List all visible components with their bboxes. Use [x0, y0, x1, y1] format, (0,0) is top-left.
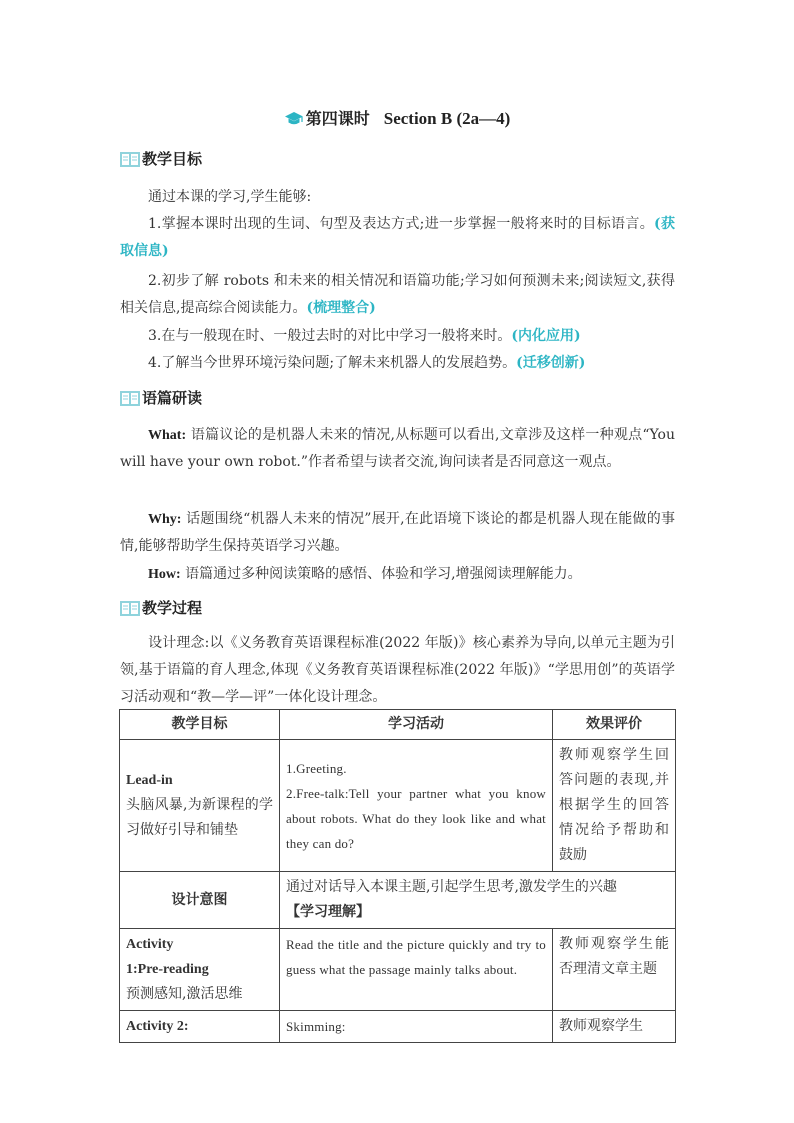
table-row [120, 872, 676, 929]
table-cell-eval: 教师观察学生回答问题的表现,并根据学生的回答情况给予帮助和鼓励 [553, 740, 676, 872]
table-cell-eval: 教师观察学生能否理清文章主题 [553, 929, 676, 1011]
book-icon [120, 599, 140, 616]
section-heading-label: 语篇研读 [142, 389, 203, 407]
book-icon [120, 150, 140, 167]
table-cell-activity: Skimming: [280, 1011, 553, 1043]
lesson-table [119, 709, 676, 1043]
table-header-row [120, 710, 676, 740]
table-cell-goal: Lead-in 头脑风暴,为新课程的学习做好引导和铺垫 [120, 740, 280, 872]
analysis-what: What: 语篇议论的是机器人未来的情况,从标题可以看出,文章涉及这样一种观点“You will have your own robot.”作者希望与读者交流,询问读者是否同意这一观点。 [120, 427, 675, 470]
objective-item: 4.了解当今世界环境污染问题;了解未来机器人的发展趋势。(迁移创新) [148, 355, 586, 371]
book-icon [120, 389, 140, 406]
table-header: 效果评价 [553, 710, 676, 740]
lesson-title-cn: 第四课时 [305, 109, 370, 128]
section-heading-objectives [120, 148, 202, 169]
section-heading-label: 教学过程 [142, 599, 203, 617]
table-cell-goal: Activity 2: [120, 1011, 280, 1043]
table-row [120, 929, 676, 1011]
table-row [120, 740, 676, 872]
section-heading-label: 教学目标 [142, 150, 203, 168]
objective-item: 1.掌握本课时出现的生词、句型及表达方式;进一步掌握一般将来时的目标语言。(获取信息) [120, 216, 676, 259]
section-heading-process [120, 597, 202, 618]
lesson-title [0, 106, 794, 131]
objectives-intro: 通过本课的学习,学生能够: [148, 189, 312, 205]
table-row [120, 1011, 676, 1043]
table-cell-activity: Read the title and the picture quickly and try to guess what the passage mainly talks about. [280, 929, 553, 1011]
table-cell-intent-label: 设计意图 [120, 872, 280, 929]
table-header: 学习活动 [280, 710, 553, 740]
graduation-cap-icon [284, 111, 304, 131]
design-concept: 设计理念:以《义务教育英语课程标准(2022 年版)》核心素养为导向,以单元主题为引领,基于语篇的育人理念,体现《义务教育英语课程标准(2022 年版)》“学思用创”的英语学习活动观和“教—学—评”一体化设计理念。 [120, 635, 675, 705]
table-cell-goal: Activity 1:Pre-reading 预测感知,激活思维 [120, 929, 280, 1011]
lesson-title-en: Section B (2a—4) [383, 109, 511, 128]
table-cell-activity: 1.Greeting. 2.Free-talk:Tell your partner what you know about robots. What do they look like and what they can do? [280, 740, 553, 872]
analysis-why: Why: 话题围绕“机器人未来的情况”展开,在此语境下谈论的都是机器人现在能做的事情,能够帮助学生保持英语学习兴趣。 [120, 511, 676, 554]
table-header: 教学目标 [120, 710, 280, 740]
objective-item: 3.在与一般现在时、一般过去时的对比中学习一般将来时。(内化应用) [148, 328, 581, 344]
objective-item: 2.初步了解 robots 和未来的相关情况和语篇功能;学习如何预测未来;阅读短文,获得相关信息,提高综合阅读能力。(梳理整合) [120, 273, 675, 316]
table-cell-eval: 教师观察学生 [553, 1011, 676, 1043]
section-heading-analysis [120, 387, 202, 408]
table-cell-intent-text: 通过对话导入本课主题,引起学生思考,激发学生的兴趣 【学习理解】 [280, 872, 676, 929]
analysis-how: How: 语篇通过多种阅读策略的感悟、体验和学习,增强阅读理解能力。 [148, 566, 582, 582]
